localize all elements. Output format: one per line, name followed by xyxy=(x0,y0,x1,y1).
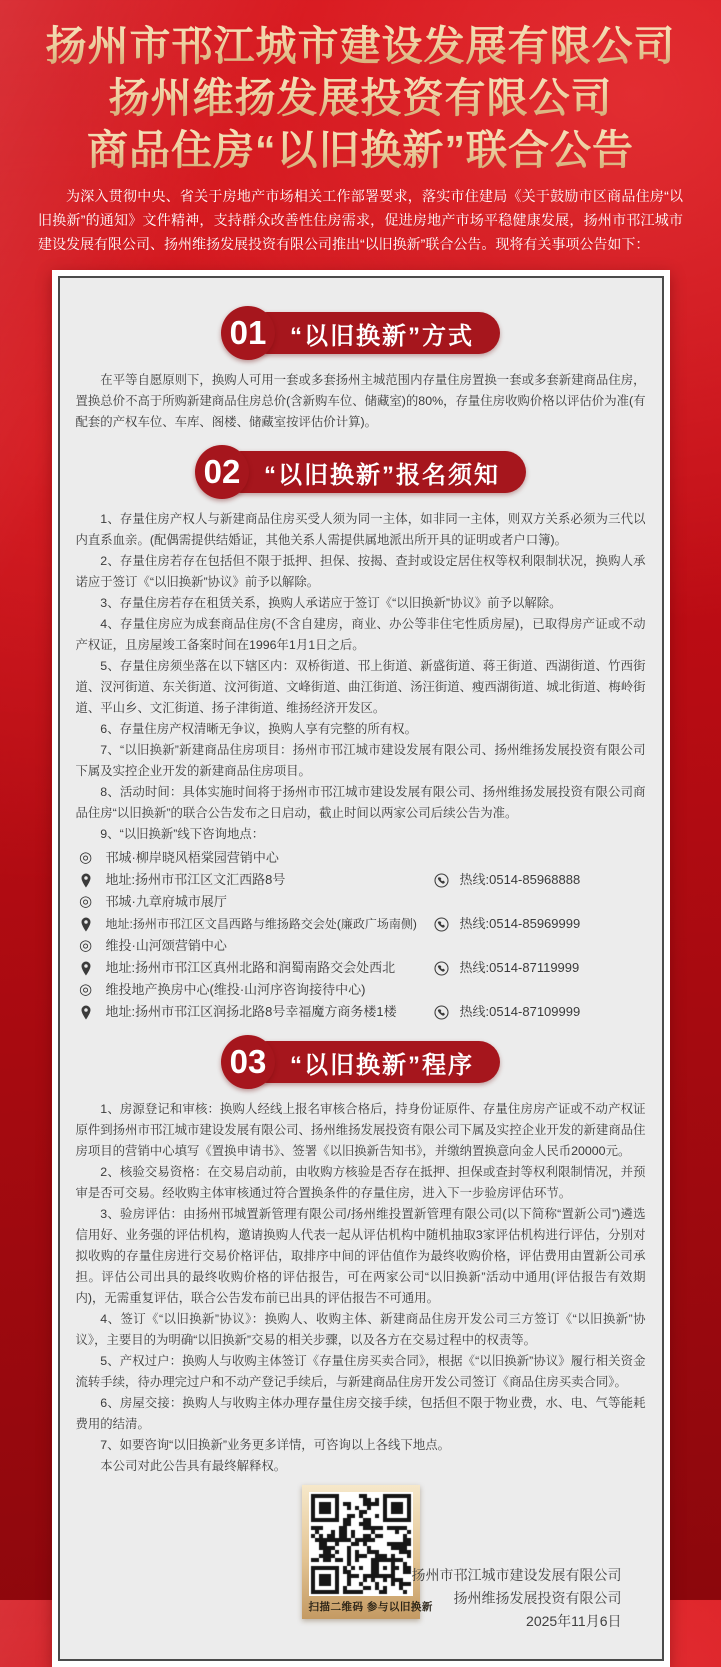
contact-venue: 维投地产换房中心(维投·山河序咨询接待中心) xyxy=(105,982,366,997)
policy-paragraph: 5、产权过户：换购人与收购主体签订《存量住房买卖合同》，根据《“以旧换新”协议》履行相关资金流转手续，待办理完过户和不动产登记手续后，与新建商品住房开发公司签订《商品住房买卖合同》。 xyxy=(75,1354,646,1389)
policy-paragraph: 4、签订《“以旧换新”协议》：换购人、收购主体、新建商品住房开发公司三方签订《“以旧换新”协议》，主要目的为明确“以旧换新”交易的相关步骤，以及各方在交易过程中的权责等。 xyxy=(75,1312,646,1347)
section-03 xyxy=(76,1035,646,1477)
policy-paragraph: 7、“以旧换新”新建商品住房项目：扬州市邗江城市建设发展有限公司、扬州维扬发展投资有限公司下属及实控企业开发的新建商品住房项目。 xyxy=(75,743,646,778)
bottom-row xyxy=(76,1485,646,1643)
section-number-badge: 01 xyxy=(221,306,275,360)
signature-block xyxy=(412,1564,622,1633)
policy-paragraph: 2、核验交易资格：在交易启动前，由收购方核验是否存在抵押、担保或查封等权利限制情况，并预审是否可交易。经收购主体审核通过符合置换条件的存量住房，进入下一步验房评估环节。 xyxy=(75,1165,646,1200)
signature-date: 2025年11月6日 xyxy=(526,1613,622,1629)
bullseye-icon: ◎ xyxy=(78,849,93,866)
policy-paragraph: 3、验房评估：由扬州邗城置新管理有限公司/扬州维投置新管理有限公司(以下简称“置新公司”)遴选信用好、业务强的评估机构，邀请换购人代表一起从评估机构中随机抽取3家评估机构进行评估，分别对拟收购的存量住房进行交易价格评估，取排序中间的评估值作为最终收购价格，评估费用由置新公司承担。评估公司出具的最终收购价格的评估报告，可在两家公司“以旧换新”活动中通用(评估报告有效期内)，无需重复评估，联合公告发布前已出具的评估报告不可通用。 xyxy=(75,1207,646,1305)
content-panel xyxy=(52,270,670,1667)
content-panel-inner xyxy=(58,276,664,1661)
contact-address-row xyxy=(76,957,646,979)
contact-venue: 维投·山河颂营销中心 xyxy=(105,938,227,953)
contact-address: 地址:扬州市邗江区文昌西路与维扬路交会处(廉政广场南侧) xyxy=(105,917,417,931)
bullseye-icon: ◎ xyxy=(78,937,93,954)
contact-venue-row xyxy=(76,979,646,1001)
poster-masthead xyxy=(0,0,721,176)
title-line-3: 商品住房“以旧换新”联合公告 xyxy=(0,124,721,176)
contact-venue-row xyxy=(76,891,646,913)
qr-caption: 扫描二维码 参与以旧换新 xyxy=(308,1601,433,1613)
contact-hotline: 热线:0514-87109999 xyxy=(459,1004,581,1019)
contact-phone xyxy=(432,957,580,979)
phone-icon xyxy=(432,1005,452,1020)
contact-address: 地址:扬州市邗江区真州北路和润蜀南路交会处西北 xyxy=(105,960,396,975)
contact-venue-row xyxy=(76,935,646,957)
section-03-header xyxy=(76,1035,646,1089)
phone-icon xyxy=(432,873,452,888)
bullseye-icon: ◎ xyxy=(78,893,93,910)
section-title: “以旧换新”报名须知 xyxy=(220,451,526,493)
contact-address: 地址:扬州市邗江区润扬北路8号幸福魔方商务楼1楼 xyxy=(105,1004,397,1019)
section-number-badge: 02 xyxy=(195,445,249,499)
policy-paragraph: 1、房源登记和审核：换购人经线上报名审核合格后，持身份证原件、存量住房房产证或不动产权证原件到扬州市邗江城市建设发展有限公司、扬州维扬发展投资有限公司下属及实控企业开发的新建商品住房项目的营销中心填写《置换申请书》、签署《以旧换新告知书》，并缴纳置换意向金人民币20000元。 xyxy=(75,1102,646,1158)
contact-hotline: 热线:0514-85968888 xyxy=(459,872,581,887)
section-02 xyxy=(76,445,646,1023)
signature-company-2: 扬州维扬发展投资有限公司 xyxy=(453,1590,622,1606)
policy-paragraph: 2、存量住房若存在包括但不限于抵押、担保、按揭、查封或设定居住权等权利限制状况，换购人承诺应于签订《“以旧换新”协议》前予以解除。 xyxy=(75,554,646,589)
contact-phone xyxy=(432,869,581,891)
section-title: “以旧换新”方式 xyxy=(246,312,500,354)
contact-hotline: 热线:0514-87119999 xyxy=(459,960,580,975)
contact-phone xyxy=(432,1001,581,1023)
location-pin-icon xyxy=(76,917,96,932)
contact-hotline: 热线:0514-85969999 xyxy=(459,916,581,931)
section-number-badge: 03 xyxy=(221,1035,275,1089)
contact-venue: 邗城·九章府城市展厅 xyxy=(105,894,227,909)
section-01-header xyxy=(76,306,646,360)
location-pin-icon xyxy=(76,961,96,976)
policy-paragraph: 9、“以旧换新”线下咨询地点： xyxy=(100,827,265,841)
policy-paragraph: 8、活动时间：具体实施时间将于扬州市邗江城市建设发展有限公司、扬州维扬发展投资有限公司商品住房“以旧换新”的联合公告发布之日启动，截止时间以两家公司后续公告为准。 xyxy=(75,785,646,820)
policy-paragraph: 6、房屋交接：换购人与收购主体办理存量住房交接手续，包括但不限于物业费，水、电、气等能耗费用的结清。 xyxy=(75,1396,646,1431)
contact-phone xyxy=(432,913,581,935)
contact-venue: 邗城·柳岸晓风梧棠园营销中心 xyxy=(105,850,279,865)
phone-icon xyxy=(432,961,452,976)
signature-company-1: 扬州市邗江城市建设发展有限公司 xyxy=(411,1567,622,1583)
policy-paragraph: 本公司对此公告具有最终解释权。 xyxy=(100,1459,287,1473)
policy-paragraph: 6、存量住房产权清晰无争议，换购人享有完整的所有权。 xyxy=(100,722,417,736)
location-pin-icon xyxy=(76,873,96,888)
qr-code xyxy=(309,1492,413,1596)
contact-address-row xyxy=(76,913,646,935)
title-line-2: 扬州维扬发展投资有限公司 xyxy=(0,72,721,124)
consult-locations-list xyxy=(76,847,646,1023)
intro-paragraph: 为深入贯彻中央、省关于房地产市场相关工作部署要求，落实市住建局《关于鼓励市区商品住房“以旧换新”的通知》文件精神，支持群众改善性住房需求，促进房地产市场平稳健康发展，扬州市邗江城市建设发展有限公司、扬州维扬发展投资有限公司推出“以旧换新”联合公告。现将有关事项公告如下： xyxy=(38,188,683,252)
section-01 xyxy=(76,306,646,433)
bullseye-icon: ◎ xyxy=(78,981,93,998)
contact-address-row xyxy=(76,1001,646,1023)
policy-paragraph: 3、存量住房若存在租赁关系，换购人承诺应于签订《“以旧换新”协议》前予以解除。 xyxy=(100,596,562,610)
policy-paragraph: 4、存量住房应为成套商品住房(不含自建房，商业、办公等非住宅性质房屋)，已取得房产证或不动产权证，且房屋竣工备案时间在1996年1月1日之后。 xyxy=(75,617,646,652)
policy-paragraph: 7、如要咨询“以旧换新”业务更多详情，可咨询以上各线下地点。 xyxy=(100,1438,450,1452)
policy-paragraph: 在平等自愿原则下，换购人可用一套或多套扬州主城范围内存量住房置换一套或多套新建商品住房，置换总价不高于所购新建商品住房总价(含新购车位、储藏室)的80%，存量住房收购价格以评估价为准(有配套的产权车位、车库、阁楼、储藏室按评估价计算)。 xyxy=(75,373,646,429)
phone-icon xyxy=(432,917,452,932)
location-pin-icon xyxy=(76,1005,96,1020)
contact-address: 地址:扬州市邗江区文汇西路8号 xyxy=(105,872,286,887)
contact-address-row xyxy=(76,869,646,891)
section-title: “以旧换新”程序 xyxy=(246,1041,500,1083)
policy-paragraph: 5、存量住房须坐落在以下辖区内：双桥街道、邗上街道、新盛街道、蒋王街道、西湖街道、竹西街道、汊河街道、东关街道、汶河街道、文峰街道、曲江街道、汤汪街道、瘦西湖街道、城北街道、梅岭街道、平山乡、文汇街道、扬子津街道、维扬经济开发区。 xyxy=(75,659,646,715)
policy-paragraph: 1、存量住房产权人与新建商品住房买受人须为同一主体，如非同一主体，则双方关系必须为三代以内直系血亲。(配偶需提供结婚证，其他关系人需提供属地派出所开具的证明或者户口簿)。 xyxy=(75,512,646,547)
qr-code-card xyxy=(302,1485,433,1619)
title-line-1: 扬州市邗江城市建设发展有限公司 xyxy=(0,20,721,72)
contact-venue-row xyxy=(76,847,646,869)
section-02-header xyxy=(76,445,646,499)
